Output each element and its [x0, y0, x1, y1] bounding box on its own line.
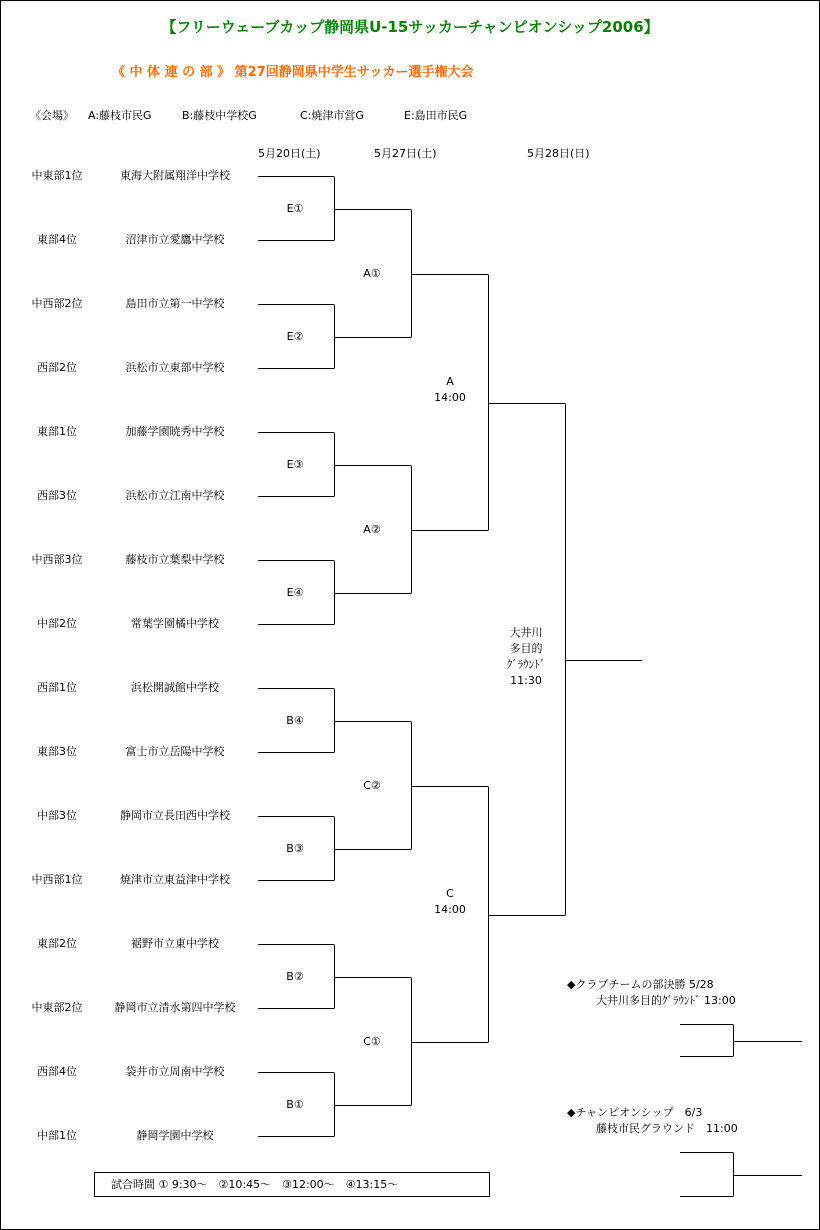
venue-b: B:藤枝中学校G [182, 109, 257, 122]
match-label: E③ [286, 457, 304, 471]
team-rank: 中東部2位 [31, 1001, 83, 1014]
team-rank: 中部1位 [37, 1129, 77, 1142]
team-school: 静岡学園中学校 [136, 1129, 214, 1142]
team-school: 浜松市立江南中学校 [125, 489, 225, 502]
team-school: 裾野市立東中学校 [131, 937, 219, 950]
venue-e: E:島田市民G [404, 109, 468, 122]
venue-a: A:藤枝市民G [88, 109, 152, 122]
team-rank: 東部2位 [37, 937, 77, 950]
team-school: 静岡市立清水第四中学校 [114, 1001, 236, 1014]
match-times: 試合時間 ① 9:30～ ②10:45～ ③12:00～ ④13:15～ [111, 1178, 399, 1191]
team-school: 富士市立岳陽中学校 [125, 745, 225, 758]
team-rank: 中西部2位 [31, 297, 83, 310]
match-label: B② [286, 969, 304, 983]
club-final-detail: 大井川多目的ｸﾞﾗｳﾝﾄﾞ 13:00 [596, 994, 736, 1007]
subtitle: 《 中 体 連 の 部 》 第27回静岡県中学生サッカー選手権大会 [112, 65, 474, 80]
team-school: 浜松開誠館中学校 [131, 681, 219, 694]
final-venue-line3: ｸﾞﾗｳﾝﾄﾞ [506, 658, 546, 671]
team-rank: 東部4位 [37, 233, 77, 246]
match-label: E② [286, 329, 304, 343]
semi-venue: A [446, 374, 454, 388]
match-times-box [94, 1172, 490, 1197]
team-rank: 中部3位 [37, 809, 77, 822]
final-venue-line2: 多目的 [509, 642, 543, 655]
match-label: C② [363, 778, 381, 792]
match-label: B④ [286, 713, 304, 727]
team-rank: 西部2位 [37, 361, 77, 374]
championship-title: ◆チャンピオンシップ 6/3 [567, 1106, 703, 1119]
match-label: B③ [286, 841, 304, 855]
team-rank: 中西部1位 [31, 873, 83, 886]
team-rank: 西部4位 [37, 1065, 77, 1078]
semi-time: 14:00 [434, 902, 466, 916]
final-venue-line1: 大井川 [509, 626, 543, 639]
championship-detail: 藤枝市民グラウンド 11:00 [596, 1122, 738, 1135]
team-school: 藤枝市立葉梨中学校 [125, 553, 225, 566]
match-label: E④ [286, 585, 304, 599]
team-rank: 中西部3位 [31, 553, 83, 566]
team-school: 沼津市立愛鷹中学校 [125, 233, 225, 246]
match-label: B① [286, 1097, 304, 1111]
page-title: 【フリーウェーブカップ静岡県U-15サッカーチャンピオンシップ2006】 [161, 18, 659, 36]
team-school: 浜松市立東部中学校 [125, 361, 225, 374]
final-time: 11:30 [510, 674, 542, 687]
match-label: A① [363, 266, 381, 280]
team-rank: 中東部1位 [31, 169, 83, 182]
match-label: C① [363, 1034, 381, 1048]
team-rank: 東部3位 [37, 745, 77, 758]
date-round1: 5月20日(土) [258, 147, 321, 160]
team-school: 島田市立第一中学校 [125, 297, 225, 310]
club-final-title: ◆クラブチームの部決勝 5/28 [567, 978, 714, 991]
team-school: 袋井市立周南中学校 [125, 1065, 225, 1078]
team-rank: 中部2位 [37, 617, 77, 630]
semi-venue: C [446, 886, 454, 900]
semi-time: 14:00 [434, 390, 466, 404]
team-school: 常葉学園橘中学校 [131, 617, 219, 630]
team-rank: 西部1位 [37, 681, 77, 694]
team-school: 焼津市立東益津中学校 [120, 873, 230, 886]
match-label: A② [363, 522, 381, 536]
team-school: 東海大附属翔洋中学校 [120, 169, 230, 182]
date-round3: 5月28日(日) [527, 147, 590, 160]
team-school: 静岡市立長田西中学校 [120, 809, 230, 822]
match-label: E① [286, 201, 304, 215]
date-round2: 5月27日(土) [374, 147, 437, 160]
team-rank: 西部3位 [37, 489, 77, 502]
venue-label: 《会場》 [30, 109, 74, 122]
venue-c: C:焼津市営G [300, 109, 364, 122]
team-school: 加藤学園暁秀中学校 [125, 425, 225, 438]
team-rank: 東部1位 [37, 425, 77, 438]
